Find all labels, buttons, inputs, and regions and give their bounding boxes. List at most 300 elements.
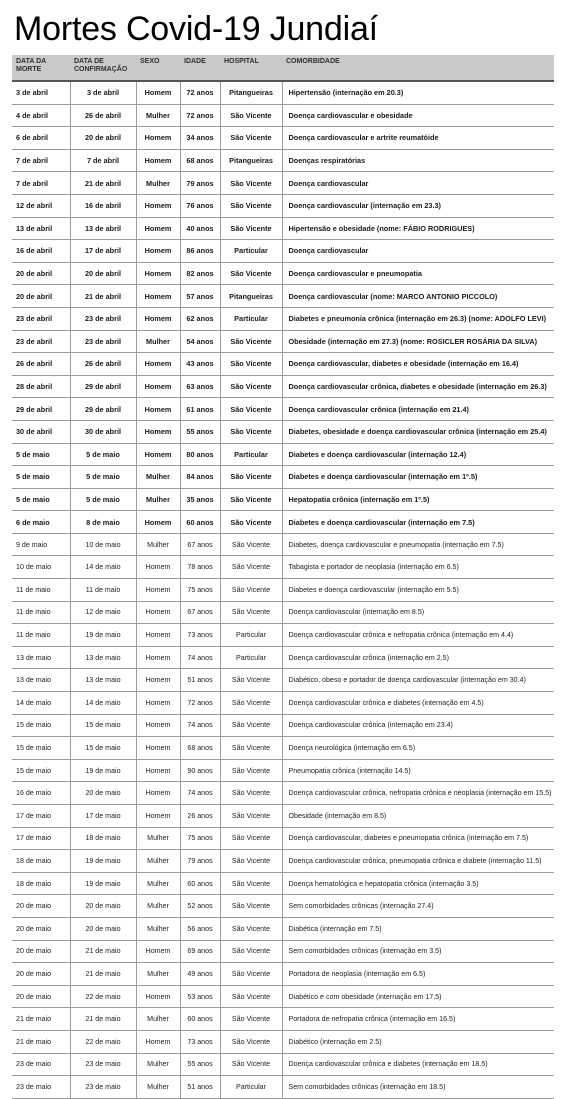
confirmation-date-cell: 18 de maio <box>70 827 136 850</box>
death-date-cell: 20 de maio <box>12 963 70 986</box>
confirmation-date-cell: 7 de abril <box>70 149 136 172</box>
death-date-cell: 15 de maio <box>12 737 70 760</box>
table-row <box>12 692 554 715</box>
sex-cell: Homem <box>136 1030 180 1053</box>
comorbidity-cell: Portadora de neoplasia (internação em 6.5) <box>282 963 554 986</box>
age-cell: 86 anos <box>180 240 220 263</box>
table-row <box>12 217 554 240</box>
deaths-table <box>12 55 554 1099</box>
sex-cell: Homem <box>136 307 180 330</box>
death-date-cell: 15 de maio <box>12 759 70 782</box>
sex-cell: Homem <box>136 692 180 715</box>
sex-cell: Mulher <box>136 963 180 986</box>
hospital-cell: São Vicente <box>220 759 282 782</box>
hospital-cell: São Vicente <box>220 172 282 195</box>
age-cell: 72 anos <box>180 104 220 127</box>
sex-cell: Homem <box>136 669 180 692</box>
hospital-cell: São Vicente <box>220 872 282 895</box>
confirmation-date-cell: 13 de maio <box>70 669 136 692</box>
comorbidity-cell: Hipertensão e obesidade (nome: FÁBIO RODRIGUES) <box>282 217 554 240</box>
sex-cell: Homem <box>136 624 180 647</box>
hospital-cell: São Vicente <box>220 917 282 940</box>
age-cell: 62 anos <box>180 307 220 330</box>
age-cell: 84 anos <box>180 466 220 489</box>
death-date-cell: 20 de maio <box>12 895 70 918</box>
table-row <box>12 398 554 421</box>
death-date-cell: 18 de maio <box>12 872 70 895</box>
death-date-cell: 13 de abril <box>12 217 70 240</box>
death-date-cell: 5 de maio <box>12 488 70 511</box>
comorbidity-cell: Diabetes e pneumonia crônica (internação em 26.3) (nome: ADOLFO LEVI) <box>282 307 554 330</box>
hospital-cell: São Vicente <box>220 330 282 353</box>
age-cell: 51 anos <box>180 1076 220 1099</box>
sex-cell: Homem <box>136 285 180 308</box>
age-cell: 35 anos <box>180 488 220 511</box>
hospital-cell: São Vicente <box>220 827 282 850</box>
death-date-cell: 11 de maio <box>12 579 70 602</box>
table-row <box>12 556 554 579</box>
header-sexo: SEXO <box>136 55 180 81</box>
table-row <box>12 172 554 195</box>
sex-cell: Homem <box>136 511 180 534</box>
death-date-cell: 9 de maio <box>12 533 70 556</box>
table-row <box>12 285 554 308</box>
sex-cell: Mulher <box>136 895 180 918</box>
comorbidity-cell: Pneumopatia crônica (internação 14.5) <box>282 759 554 782</box>
table-row <box>12 420 554 443</box>
table-row <box>12 330 554 353</box>
comorbidity-cell: Diabético e com obesidade (internação em 17.5) <box>282 985 554 1008</box>
comorbidity-cell: Diabetes e doença cardiovascular (internação em 7.5) <box>282 511 554 534</box>
age-cell: 67 anos <box>180 601 220 624</box>
age-cell: 68 anos <box>180 737 220 760</box>
age-cell: 72 anos <box>180 692 220 715</box>
sex-cell: Homem <box>136 81 180 104</box>
table-row <box>12 759 554 782</box>
confirmation-date-cell: 21 de abril <box>70 172 136 195</box>
death-date-cell: 13 de maio <box>12 669 70 692</box>
confirmation-date-cell: 5 de maio <box>70 488 136 511</box>
comorbidity-cell: Doença cardiovascular crônica (internação em 23.4) <box>282 714 554 737</box>
death-date-cell: 11 de maio <box>12 601 70 624</box>
hospital-cell: São Vicente <box>220 104 282 127</box>
confirmation-date-cell: 22 de maio <box>70 1030 136 1053</box>
age-cell: 54 anos <box>180 330 220 353</box>
confirmation-date-cell: 21 de maio <box>70 963 136 986</box>
hospital-cell: Pitangueiras <box>220 81 282 104</box>
death-date-cell: 29 de abril <box>12 398 70 421</box>
death-date-cell: 15 de maio <box>12 714 70 737</box>
death-date-cell: 20 de maio <box>12 940 70 963</box>
age-cell: 40 anos <box>180 217 220 240</box>
comorbidity-cell: Doença cardiovascular crônica, pneumopatia crônica e diabete (internação 11.5) <box>282 850 554 873</box>
comorbidity-cell: Doença cardiovascular crônica e nefropatia crônica (internação em 4.4) <box>282 624 554 647</box>
hospital-cell: Particular <box>220 1076 282 1099</box>
death-date-cell: 23 de abril <box>12 307 70 330</box>
table-row <box>12 240 554 263</box>
death-date-cell: 16 de maio <box>12 782 70 805</box>
confirmation-date-cell: 26 de abril <box>70 104 136 127</box>
confirmation-date-cell: 14 de maio <box>70 556 136 579</box>
age-cell: 80 anos <box>180 443 220 466</box>
confirmation-date-cell: 19 de maio <box>70 850 136 873</box>
table-row <box>12 443 554 466</box>
table-row <box>12 624 554 647</box>
hospital-cell: São Vicente <box>220 353 282 376</box>
death-date-cell: 12 de abril <box>12 194 70 217</box>
death-date-cell: 17 de maio <box>12 827 70 850</box>
hospital-cell: São Vicente <box>220 850 282 873</box>
confirmation-date-cell: 14 de maio <box>70 692 136 715</box>
age-cell: 53 anos <box>180 985 220 1008</box>
hospital-cell: Particular <box>220 443 282 466</box>
header-row <box>12 55 554 81</box>
age-cell: 74 anos <box>180 646 220 669</box>
hospital-cell: Pitangueiras <box>220 149 282 172</box>
death-date-cell: 21 de maio <box>12 1008 70 1031</box>
comorbidity-cell: Doença cardiovascular (nome: MARCO ANTONIO PICCOLO) <box>282 285 554 308</box>
death-date-cell: 7 de abril <box>12 172 70 195</box>
table-row <box>12 533 554 556</box>
hospital-cell: São Vicente <box>220 127 282 150</box>
death-date-cell: 3 de abril <box>12 81 70 104</box>
comorbidity-cell: Diabética (internação em 7.5) <box>282 917 554 940</box>
confirmation-date-cell: 5 de maio <box>70 466 136 489</box>
comorbidity-cell: Sem comorbidades crônicas (internação 27.4) <box>282 895 554 918</box>
death-date-cell: 17 de maio <box>12 805 70 828</box>
hospital-cell: São Vicente <box>220 375 282 398</box>
sex-cell: Homem <box>136 782 180 805</box>
comorbidity-cell: Doença cardiovascular crônica (internação em 2.5) <box>282 646 554 669</box>
sex-cell: Homem <box>136 217 180 240</box>
age-cell: 60 anos <box>180 872 220 895</box>
age-cell: 68 anos <box>180 149 220 172</box>
table-row <box>12 1076 554 1099</box>
age-cell: 79 anos <box>180 850 220 873</box>
confirmation-date-cell: 23 de abril <box>70 307 136 330</box>
confirmation-date-cell: 17 de abril <box>70 240 136 263</box>
death-date-cell: 26 de abril <box>12 353 70 376</box>
sex-cell: Homem <box>136 194 180 217</box>
table-row <box>12 714 554 737</box>
table-row <box>12 827 554 850</box>
death-date-cell: 11 de maio <box>12 624 70 647</box>
death-date-cell: 21 de maio <box>12 1030 70 1053</box>
sex-cell: Mulher <box>136 917 180 940</box>
confirmation-date-cell: 23 de maio <box>70 1076 136 1099</box>
table-row <box>12 917 554 940</box>
death-date-cell: 6 de abril <box>12 127 70 150</box>
hospital-cell: São Vicente <box>220 895 282 918</box>
comorbidity-cell: Doença cardiovascular, diabetes e obesidade (internação em 16.4) <box>282 353 554 376</box>
hospital-cell: São Vicente <box>220 194 282 217</box>
table-row <box>12 737 554 760</box>
comorbidity-cell: Diabético (internação em 2.5) <box>282 1030 554 1053</box>
confirmation-date-cell: 17 de maio <box>70 805 136 828</box>
age-cell: 51 anos <box>180 669 220 692</box>
table-row <box>12 1008 554 1031</box>
table-row <box>12 1053 554 1076</box>
table-row <box>12 1030 554 1053</box>
sex-cell: Homem <box>136 375 180 398</box>
confirmation-date-cell: 16 de abril <box>70 194 136 217</box>
sex-cell: Homem <box>136 127 180 150</box>
sex-cell: Mulher <box>136 850 180 873</box>
hospital-cell: São Vicente <box>220 940 282 963</box>
table-row <box>12 307 554 330</box>
confirmation-date-cell: 12 de maio <box>70 601 136 624</box>
age-cell: 90 anos <box>180 759 220 782</box>
sex-cell: Homem <box>136 398 180 421</box>
table-row <box>12 375 554 398</box>
death-date-cell: 16 de abril <box>12 240 70 263</box>
hospital-cell: Particular <box>220 307 282 330</box>
hospital-cell: São Vicente <box>220 579 282 602</box>
sex-cell: Homem <box>136 149 180 172</box>
age-cell: 55 anos <box>180 1053 220 1076</box>
sex-cell: Homem <box>136 353 180 376</box>
header-idade: IDADE <box>180 55 220 81</box>
table-row <box>12 579 554 602</box>
sex-cell: Mulher <box>136 466 180 489</box>
hospital-cell: São Vicente <box>220 466 282 489</box>
hospital-cell: São Vicente <box>220 669 282 692</box>
confirmation-date-cell: 20 de abril <box>70 127 136 150</box>
confirmation-date-cell: 29 de abril <box>70 398 136 421</box>
sex-cell: Homem <box>136 940 180 963</box>
sex-cell: Homem <box>136 646 180 669</box>
confirmation-date-cell: 13 de abril <box>70 217 136 240</box>
comorbidity-cell: Doença neurológica (internação em 6.5) <box>282 737 554 760</box>
comorbidity-cell: Doença cardiovascular crônica (internação em 21.4) <box>282 398 554 421</box>
table-row <box>12 782 554 805</box>
sex-cell: Homem <box>136 556 180 579</box>
age-cell: 74 anos <box>180 714 220 737</box>
sex-cell: Homem <box>136 579 180 602</box>
comorbidity-cell: Doença cardiovascular (internação em 8.5) <box>282 601 554 624</box>
hospital-cell: São Vicente <box>220 737 282 760</box>
hospital-cell: São Vicente <box>220 692 282 715</box>
death-date-cell: 5 de maio <box>12 443 70 466</box>
table-row <box>12 127 554 150</box>
age-cell: 78 anos <box>180 556 220 579</box>
table-row <box>12 488 554 511</box>
death-date-cell: 23 de maio <box>12 1053 70 1076</box>
death-date-cell: 18 de maio <box>12 850 70 873</box>
sex-cell: Mulher <box>136 104 180 127</box>
death-date-cell: 23 de maio <box>12 1076 70 1099</box>
confirmation-date-cell: 20 de maio <box>70 782 136 805</box>
table-row <box>12 81 554 104</box>
sex-cell: Homem <box>136 420 180 443</box>
sex-cell: Mulher <box>136 488 180 511</box>
confirmation-date-cell: 19 de maio <box>70 759 136 782</box>
death-date-cell: 7 de abril <box>12 149 70 172</box>
table-row <box>12 511 554 534</box>
comorbidity-cell: Portadora de nefropatia crônica (internação em 16.5) <box>282 1008 554 1031</box>
sex-cell: Homem <box>136 714 180 737</box>
death-date-cell: 23 de abril <box>12 330 70 353</box>
confirmation-date-cell: 15 de maio <box>70 737 136 760</box>
table-row <box>12 353 554 376</box>
hospital-cell: São Vicente <box>220 601 282 624</box>
comorbidity-cell: Doenças respiratórias <box>282 149 554 172</box>
comorbidity-cell: Doença cardiovascular (internação em 23.3) <box>282 194 554 217</box>
comorbidity-cell: Doença cardiovascular crônica e diabetes (internação em 4.5) <box>282 692 554 715</box>
age-cell: 69 anos <box>180 940 220 963</box>
hospital-cell: Particular <box>220 240 282 263</box>
comorbidity-cell: Diabetes, doença cardiovascular e pneumopatia (internação em 7.5) <box>282 533 554 556</box>
sex-cell: Mulher <box>136 172 180 195</box>
confirmation-date-cell: 22 de maio <box>70 985 136 1008</box>
hospital-cell: São Vicente <box>220 714 282 737</box>
confirmation-date-cell: 20 de maio <box>70 895 136 918</box>
age-cell: 82 anos <box>180 262 220 285</box>
page-title: Mortes Covid-19 Jundiaí <box>14 10 378 48</box>
header-data-da-morte: DATA DA MORTE <box>12 55 70 81</box>
hospital-cell: São Vicente <box>220 556 282 579</box>
confirmation-date-cell: 29 de abril <box>70 375 136 398</box>
table-row <box>12 669 554 692</box>
table-row <box>12 985 554 1008</box>
comorbidity-cell: Doença cardiovascular, diabetes e pneumopatia crônica (internação em 7.5) <box>282 827 554 850</box>
table-row <box>12 646 554 669</box>
hospital-cell: Pitangueiras <box>220 285 282 308</box>
hospital-cell: Particular <box>220 646 282 669</box>
confirmation-date-cell: 19 de maio <box>70 624 136 647</box>
table-row <box>12 262 554 285</box>
table-row <box>12 149 554 172</box>
comorbidity-cell: Diabetes, obesidade e doença cardiovascular crônica (internação em 25.4) <box>282 420 554 443</box>
age-cell: 75 anos <box>180 579 220 602</box>
age-cell: 26 anos <box>180 805 220 828</box>
comorbidity-cell: Hepatopatia crônica (internação em 1º.5) <box>282 488 554 511</box>
comorbidity-cell: Diabetes e doença cardiovascular (internação em 5.5) <box>282 579 554 602</box>
hospital-cell: São Vicente <box>220 1030 282 1053</box>
death-date-cell: 4 de abril <box>12 104 70 127</box>
comorbidity-cell: Doença cardiovascular <box>282 172 554 195</box>
death-date-cell: 20 de maio <box>12 917 70 940</box>
confirmation-date-cell: 11 de maio <box>70 579 136 602</box>
age-cell: 73 anos <box>180 1030 220 1053</box>
hospital-cell: São Vicente <box>220 963 282 986</box>
confirmation-date-cell: 23 de maio <box>70 1053 136 1076</box>
confirmation-date-cell: 21 de abril <box>70 285 136 308</box>
confirmation-date-cell: 3 de abril <box>70 81 136 104</box>
age-cell: 63 anos <box>180 375 220 398</box>
age-cell: 75 anos <box>180 827 220 850</box>
death-date-cell: 20 de abril <box>12 285 70 308</box>
age-cell: 74 anos <box>180 782 220 805</box>
age-cell: 43 anos <box>180 353 220 376</box>
table-row <box>12 104 554 127</box>
death-date-cell: 28 de abril <box>12 375 70 398</box>
comorbidity-cell: Doença cardiovascular <box>282 240 554 263</box>
table-row <box>12 194 554 217</box>
confirmation-date-cell: 10 de maio <box>70 533 136 556</box>
sex-cell: Mulher <box>136 1076 180 1099</box>
comorbidity-cell: Doença hematológica e hepatopatia crônica (internação 3.5) <box>282 872 554 895</box>
comorbidity-cell: Diabético, obeso e portador de doença cardiovascular (internação em 30.4) <box>282 669 554 692</box>
hospital-cell: São Vicente <box>220 1008 282 1031</box>
age-cell: 56 anos <box>180 917 220 940</box>
sex-cell: Mulher <box>136 1053 180 1076</box>
age-cell: 52 anos <box>180 895 220 918</box>
hospital-cell: Particular <box>220 624 282 647</box>
hospital-cell: São Vicente <box>220 805 282 828</box>
comorbidity-cell: Tabagista e portador de neoplasia (internação em 6.5) <box>282 556 554 579</box>
table-row <box>12 601 554 624</box>
hospital-cell: São Vicente <box>220 398 282 421</box>
hospital-cell: São Vicente <box>220 985 282 1008</box>
header-data-de-confirmacao: DATA DE CONFIRMAÇÃO <box>70 55 136 81</box>
comorbidity-cell: Doença cardiovascular e obesidade <box>282 104 554 127</box>
sex-cell: Homem <box>136 601 180 624</box>
comorbidity-cell: Sem comorbidades crônicas (internação em 3.5) <box>282 940 554 963</box>
sex-cell: Homem <box>136 240 180 263</box>
comorbidity-cell: Hipertensão (internação em 20.3) <box>282 81 554 104</box>
death-date-cell: 5 de maio <box>12 466 70 489</box>
hospital-cell: São Vicente <box>220 782 282 805</box>
hospital-cell: São Vicente <box>220 1053 282 1076</box>
confirmation-date-cell: 26 de abril <box>70 353 136 376</box>
age-cell: 76 anos <box>180 194 220 217</box>
age-cell: 55 anos <box>180 420 220 443</box>
table-row <box>12 466 554 489</box>
comorbidity-cell: Doença cardiovascular crônica e diabetes (internação em 18.5) <box>282 1053 554 1076</box>
table-body <box>12 81 554 1098</box>
age-cell: 72 anos <box>180 81 220 104</box>
confirmation-date-cell: 20 de abril <box>70 262 136 285</box>
age-cell: 60 anos <box>180 1008 220 1031</box>
sex-cell: Homem <box>136 805 180 828</box>
sex-cell: Mulher <box>136 330 180 353</box>
sex-cell: Homem <box>136 443 180 466</box>
comorbidity-cell: Diabetes e doença cardiovascular (internação em 1º.5) <box>282 466 554 489</box>
comorbidity-cell: Doença cardiovascular e artrite reumatóide <box>282 127 554 150</box>
sex-cell: Homem <box>136 262 180 285</box>
sex-cell: Homem <box>136 985 180 1008</box>
hospital-cell: São Vicente <box>220 488 282 511</box>
header-comorbidade: COMORBIDADE <box>282 55 554 81</box>
comorbidity-cell: Obesidade (internação em 27.3) (nome: ROSICLER ROSÁRIA DA SILVA) <box>282 330 554 353</box>
death-date-cell: 13 de maio <box>12 646 70 669</box>
age-cell: 57 anos <box>180 285 220 308</box>
table-row <box>12 872 554 895</box>
header-hospital: HOSPITAL <box>220 55 282 81</box>
age-cell: 60 anos <box>180 511 220 534</box>
comorbidity-cell: Sem comorbidades crônicas (internação em 18.5) <box>282 1076 554 1099</box>
death-date-cell: 6 de maio <box>12 511 70 534</box>
death-date-cell: 20 de abril <box>12 262 70 285</box>
age-cell: 73 anos <box>180 624 220 647</box>
confirmation-date-cell: 21 de maio <box>70 940 136 963</box>
age-cell: 79 anos <box>180 172 220 195</box>
confirmation-date-cell: 15 de maio <box>70 714 136 737</box>
sex-cell: Mulher <box>136 533 180 556</box>
confirmation-date-cell: 19 de maio <box>70 872 136 895</box>
death-date-cell: 10 de maio <box>12 556 70 579</box>
sex-cell: Homem <box>136 737 180 760</box>
confirmation-date-cell: 30 de abril <box>70 420 136 443</box>
death-date-cell: 30 de abril <box>12 420 70 443</box>
table-row <box>12 940 554 963</box>
death-date-cell: 14 de maio <box>12 692 70 715</box>
confirmation-date-cell: 23 de abril <box>70 330 136 353</box>
sex-cell: Homem <box>136 759 180 782</box>
confirmation-date-cell: 8 de maio <box>70 511 136 534</box>
comorbidity-cell: Doença cardiovascular crônica, nefropatia crônica e neoplasia (internação em 15.5) <box>282 782 554 805</box>
